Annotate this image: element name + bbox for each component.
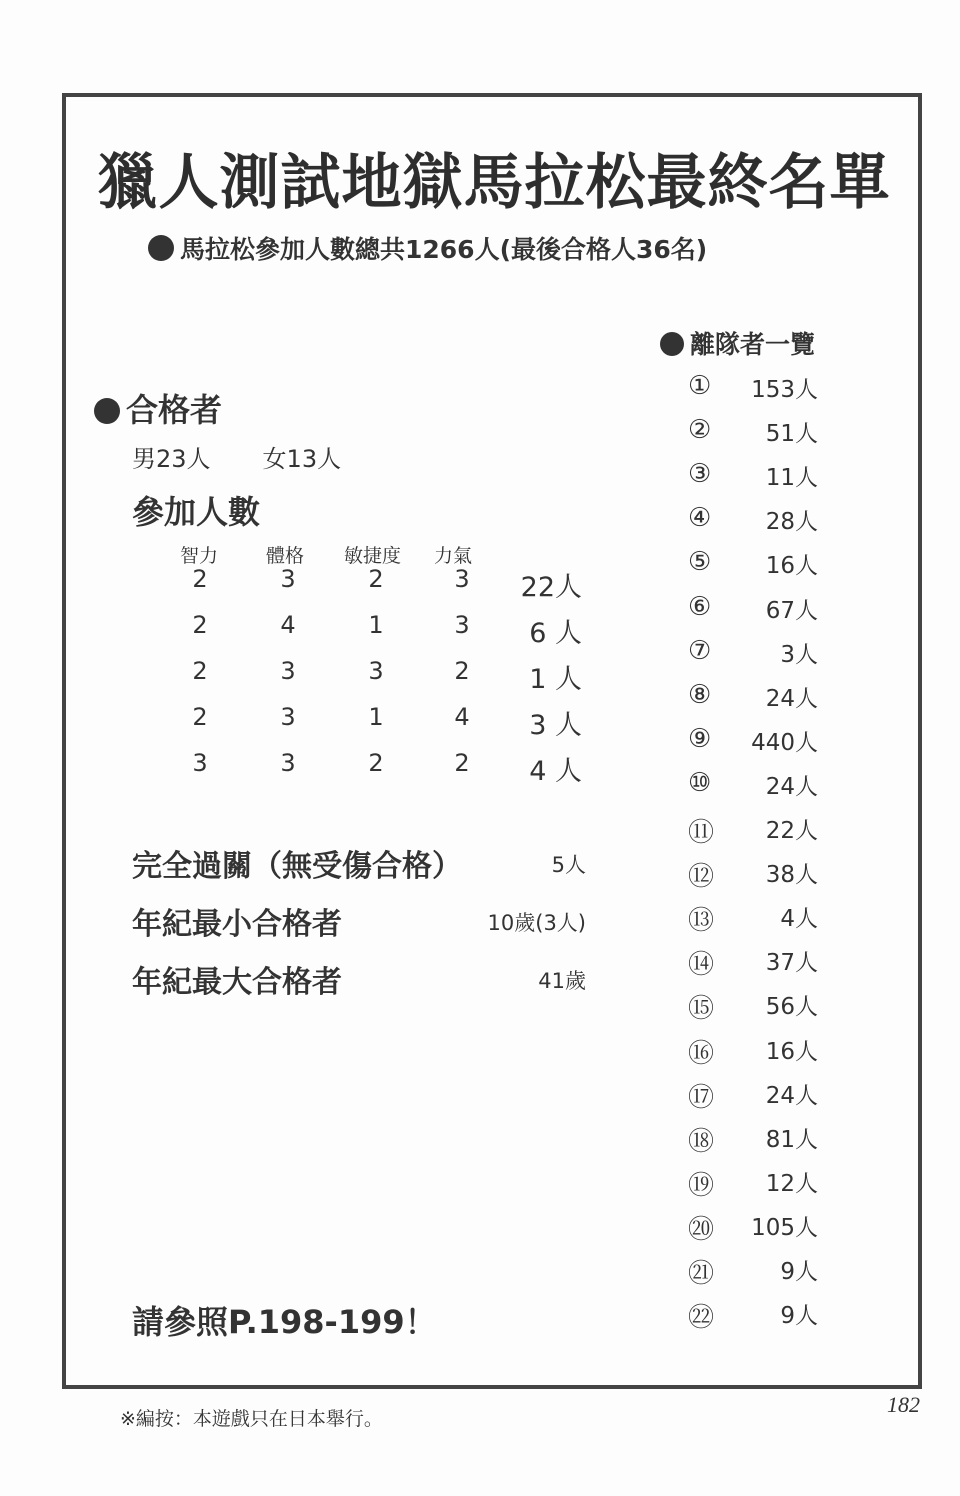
count: 4 人 (529, 756, 582, 787)
dropout-count: 16人 (765, 553, 818, 580)
dropout-count: 9人 (780, 1259, 818, 1285)
circled-number: ⑳ (688, 1214, 715, 1245)
dropouts-heading: 離隊者一覽 (660, 325, 815, 361)
dropout-count: 16人 (765, 1038, 818, 1065)
male-count: 男23人 (132, 445, 211, 473)
list-item (688, 856, 818, 896)
list-item (688, 1209, 818, 1249)
circled-number: ⑦ (688, 635, 712, 666)
circled-number: ⑮ (688, 994, 715, 1025)
circled-number: ⑯ (688, 1038, 715, 1069)
column-header: 智力 (180, 545, 219, 567)
dropout-count: 4人 (780, 906, 818, 933)
dropout-count: 56人 (765, 994, 818, 1021)
dropout-count: 105人 (751, 1214, 818, 1241)
gender-breakdown (132, 439, 393, 474)
dropout-count: 28人 (765, 509, 818, 536)
list-item (688, 1033, 818, 1073)
list-item (688, 944, 818, 984)
dropout-count: 9人 (780, 1303, 818, 1330)
list-item (688, 1121, 818, 1161)
column-header: 敏捷度 (344, 545, 402, 567)
dropout-count: 81人 (765, 1126, 818, 1153)
dropout-count: 440人 (751, 729, 818, 756)
count: 22人 (520, 572, 582, 603)
fact-item: 年紀最大合格者 41歲 (132, 965, 586, 1000)
page-reference: 請參照P.198-199！ (132, 1303, 437, 1341)
list-item (688, 900, 818, 940)
dropout-count: 22人 (765, 818, 818, 844)
list-item (688, 459, 818, 499)
circled-number: ⑫ (688, 862, 715, 893)
female-count: 女13人 (262, 445, 342, 473)
list-item (688, 680, 818, 720)
dropout-count: 3人 (780, 641, 818, 668)
dropout-count: 67人 (765, 597, 818, 624)
list-item (688, 371, 818, 411)
column-header: 體格 (266, 545, 305, 567)
column-header: 力氣 (434, 545, 473, 567)
count: 3 人 (529, 710, 582, 741)
participants-heading: 參加人數 (132, 493, 261, 531)
page-number: 182 (887, 1392, 920, 1417)
list-item (688, 415, 818, 455)
dropout-count: 51人 (765, 421, 818, 448)
list-item (688, 1077, 818, 1117)
circled-number: ⑤ (688, 547, 712, 578)
list-item (688, 503, 818, 543)
bullet-icon (148, 235, 174, 261)
dropout-count: 11人 (765, 465, 818, 492)
circled-number: ⑱ (688, 1126, 715, 1157)
editor-note: ※編按：本遊戲只在日本舉行。 (120, 1408, 383, 1430)
list-item (688, 1253, 818, 1293)
circled-number: ⑲ (688, 1170, 715, 1201)
bullet-icon (660, 332, 684, 356)
list-item (688, 812, 818, 852)
list-item (688, 724, 818, 764)
passed-heading: 合格者 (94, 385, 222, 431)
circled-number: ⑥ (688, 591, 712, 622)
circled-number: ㉑ (688, 1259, 715, 1289)
circled-number: ⑰ (688, 1082, 715, 1113)
circled-number: ⑩ (688, 767, 712, 798)
fact-item: 完全過關（無受傷合格） 5人 (132, 849, 586, 884)
dropout-count: 24人 (765, 685, 818, 712)
dropout-count: 24人 (765, 1082, 818, 1109)
dropouts-section (660, 325, 818, 1334)
count: 6 人 (529, 618, 582, 649)
circled-number: ㉒ (688, 1303, 715, 1334)
list-item (688, 1165, 818, 1205)
circled-number: ⑭ (688, 950, 715, 981)
page-title: 獵人測試地獄馬拉松最終名單 (97, 148, 891, 218)
circled-number: ⑨ (688, 723, 712, 754)
circled-number: ⑧ (688, 679, 712, 710)
circled-number: ① (688, 371, 712, 401)
list-item (688, 592, 818, 632)
subtitle: 馬拉松參加人數總共1266人(最後合格人36名) (148, 230, 707, 266)
dropout-count: 37人 (765, 950, 818, 977)
circled-number: ④ (688, 503, 712, 534)
dropout-count: 38人 (765, 862, 818, 889)
circled-number: ② (688, 415, 712, 446)
circled-number: ③ (688, 459, 712, 490)
list-item (688, 768, 818, 808)
list-item (688, 636, 818, 676)
bullet-icon (94, 398, 120, 424)
dropout-count: 153人 (751, 377, 818, 403)
count: 1 人 (529, 664, 582, 695)
content-frame: 獵人測試地獄馬拉松最終名單 馬拉松參加人數總共1266人(最後合格人36名) 合格者 男23人 女13人 參加人數 智力 體格 敏捷度 力氣 2 3 2 3 22人 2 4 1 3 6 人 2 3 3 2 1 人 2 3 1 4 3 人 3 3 2 2 4 人 完全過關（無受傷合格） 5人 年紀最小合格者 10歲(3人) 年紀最大合格者 41歲 請參照P.198-199！ 離隊者一覽 ① 153人 ② 51人 ③ 11人 ④ 28人 ⑤ 16人 ⑥ 67人 ⑦ 3人 ⑧ 24人 ⑨ 440人 ⑩ 24人 ⑪ 22人 ⑫ 38人 ⑬ 4人 ⑭ 37人 ⑮ 56人 ⑯ 16人 ⑰ 24人 ⑱ 81人 ⑲ 12人 ⑳ 105人 ㉑ 9人 ㉒ 9人 (62, 93, 922, 1389)
dropout-count: 24人 (765, 773, 818, 800)
fact-item: 年紀最小合格者 10歲(3人) (132, 907, 586, 942)
list-item (688, 1297, 818, 1337)
list-item (688, 547, 818, 587)
dropout-count: 12人 (765, 1170, 818, 1197)
circled-number: ⑬ (688, 906, 715, 937)
list-item (688, 988, 818, 1028)
circled-number: ⑪ (688, 818, 715, 848)
